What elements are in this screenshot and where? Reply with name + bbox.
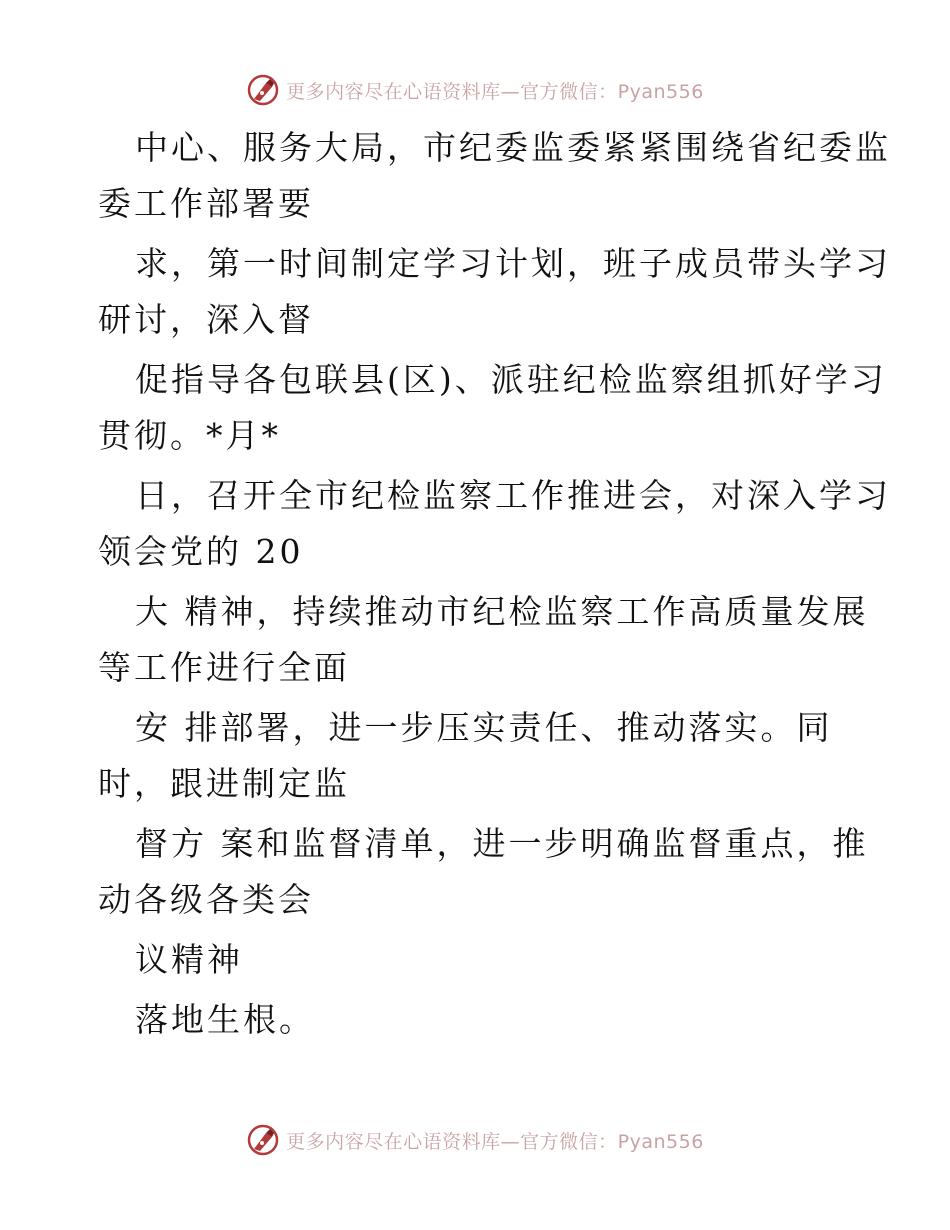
body-line: 贯彻。*月* [98, 416, 281, 455]
body-line: 等工作进行全面 [98, 648, 350, 687]
body-line: 落地生根。 [135, 1000, 315, 1039]
header-banner-inner [246, 73, 704, 107]
body-line: 议精神 [135, 940, 243, 979]
body-line: 日，召开全市纪检监察工作推进会，对深入学习 [135, 476, 891, 515]
body-line: 督方 案和监督清单，进一步明确监督重点，推 [135, 824, 869, 863]
header-banner-text: 更多内容尽在心语资料库—官方微信：Pyan556 [286, 80, 704, 103]
body-line: 领会党的 20 [98, 532, 304, 571]
pen-nib-logo-icon [246, 1123, 280, 1157]
body-line: 动各级各类会 [98, 880, 314, 919]
body-line: 促指导各包联县(区)、派驻纪检监察组抓好学习 [135, 360, 887, 399]
footer-banner-inner [246, 1123, 704, 1157]
footer-banner-text: 更多内容尽在心语资料库—官方微信：Pyan556 [286, 1130, 704, 1153]
header-banner [0, 70, 950, 110]
body-line: 委工作部署要 [98, 184, 314, 223]
body-line: 研讨，深入督 [98, 300, 314, 339]
body-line: 时，跟进制定监 [98, 764, 350, 803]
body-line: 求，第一时间制定学习计划，班子成员带头学习 [135, 244, 891, 283]
body-line: 中心、服务大局，市纪委监委紧紧围绕省纪委监 [135, 128, 891, 167]
body-line: 安 排部署，进一步压实责任、推动落实。同 [135, 708, 833, 747]
body-line: 大 精神，持续推动市纪检监察工作高质量发展 [135, 592, 869, 631]
pen-nib-logo-icon [246, 73, 280, 107]
footer-banner [0, 1120, 950, 1160]
